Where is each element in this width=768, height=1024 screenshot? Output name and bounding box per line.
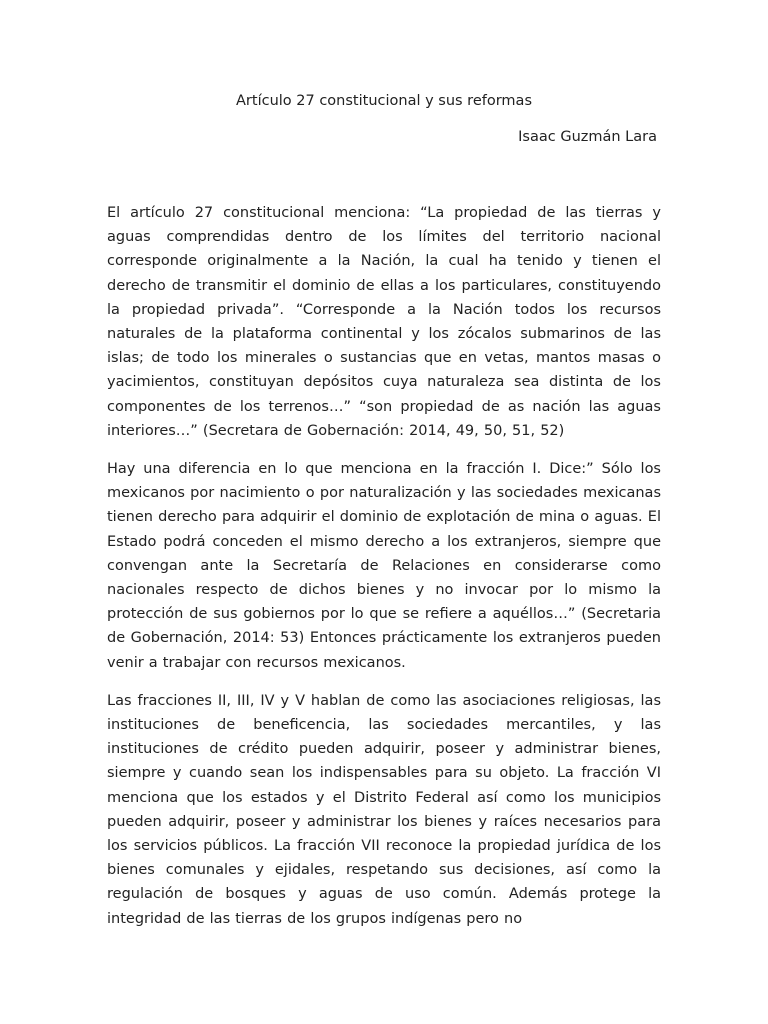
document-title: Artículo 27 constitucional y sus reformas [236, 93, 532, 109]
document-author: Isaac Guzmán Lara [518, 129, 657, 145]
paragraph-3: Las fracciones II, III, IV y V hablan de como las asociaciones religiosas, las instituciones de beneficencia, las sociedades mercantiles, y las instituciones de crédito pueden adquirir, poseer y administrar bienes, siempre y cuando sean los indispensables para su objeto. La fracción VI menciona que los estados y el Distrito Federal así como los municipios pueden adquirir, poseer y administrar los bienes y raíces necesarios para los servicios públicos. La fracción VII reconoce la propiedad jurídica de los bienes comunales y ejidales, respetando sus decisiones, así como la regulación de bosques y aguas de uso común. Además protege la integridad de las tierras de los grupos indígenas pero no [107, 692, 661, 927]
paragraph-1: El artículo 27 constitucional menciona: “La propiedad de las tierras y aguas comprendidas dentro de los límites del territorio nacional corresponde originalmente a la Nación, la cual ha tenido y tienen el derecho de transmitir el dominio de ellas a los particulares, constituyendo la propiedad privada”. “Corresponde a la Nación todos los recursos naturales de la plataforma continental y los zócalos submarinos de las islas; de todo los minerales o sustancias que en vetas, mantos masas o yacimientos, constituyan depósitos cuya naturaleza sea distinta de los componentes de los terrenos…” “son propiedad de as nación las aguas interiores…” (Secretara de Gobernación: 2014, 49, 50, 51, 52) [107, 205, 661, 439]
document-body [107, 201, 661, 945]
paragraph-2: Hay una diferencia en lo que menciona en la fracción I. Dice:” Sólo los mexicanos por nacimiento o por naturalización y las sociedades mexicanas tienen derecho para adquirir el dominio de explotación de mina o aguas. El Estado podrá conceden el mismo derecho a los extranjeros, siempre que convengan ante la Secretaría de Relaciones en considerarse como nacionales respecto de dichos bienes y no invocar por lo mismo la protección de sus gobiernos por lo que se refiere a aquéllos…” (Secretaria de Gobernación, 2014: 53) Entonces prácticamente los extranjeros pueden venir a trabajar con recursos mexicanos. [107, 461, 661, 671]
